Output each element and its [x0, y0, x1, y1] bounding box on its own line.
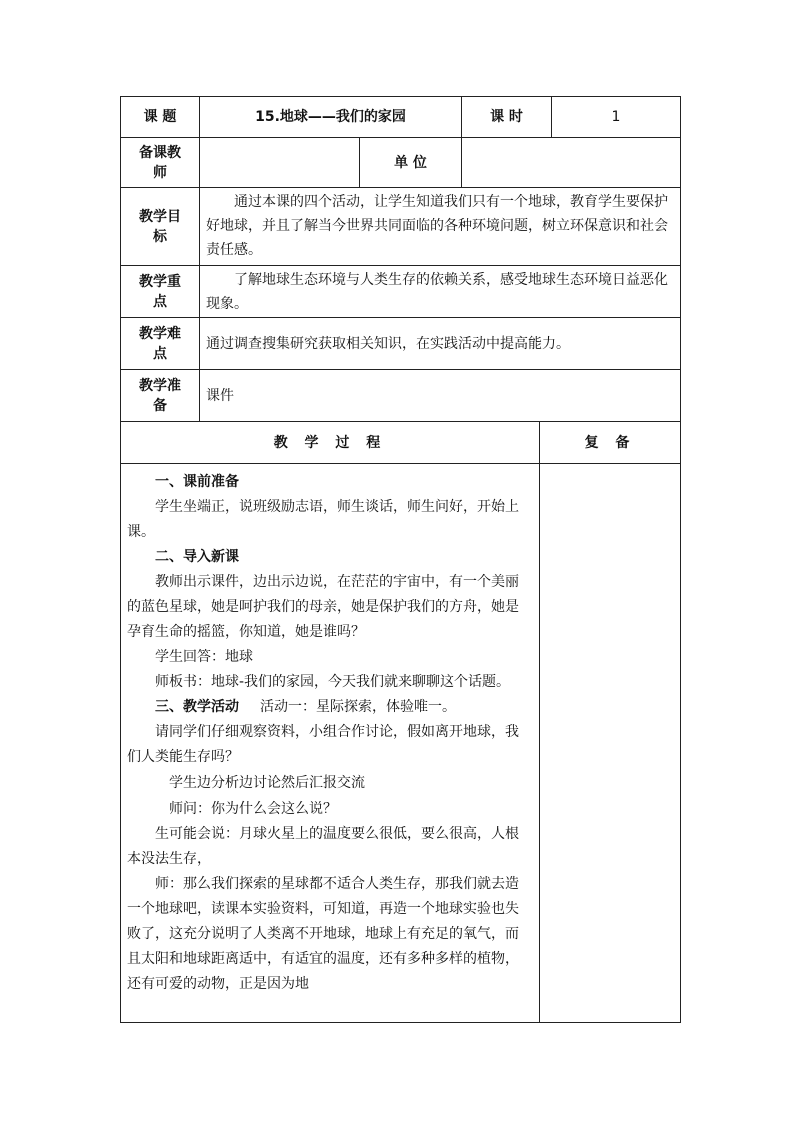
process-heading-3: 三、教学活动	[155, 699, 239, 715]
process-heading-2: 二、导入新课	[155, 549, 239, 565]
unit-label: 单 位	[359, 138, 461, 187]
goal-text: 通过本课的四个活动，让学生知道我们只有一个地球，教育学生要保护好地球，并且了解当今世界共同面临的各种环境问题，树立环保意识和社会责任感。	[199, 188, 680, 265]
process-paragraph: 学生回答：地球	[155, 649, 253, 665]
key-row	[120, 266, 681, 318]
process-header-right: 复 备	[539, 422, 680, 463]
difficulty-text: 通过调查搜集研究获取相关知识，在实践活动中提高能力。	[199, 318, 680, 369]
topic-label: 课 题	[143, 109, 177, 125]
process-paragraph: 师：那么我们探索的星球都不适合人类生存，那我们就去造一个地球吧，读课本实验资料，可知道，再造一个地球实验也失败了，这充分说明了人类离不开地球，地球上有充足的氧气，而且太阳和地球距离适中，有适宜的温度，还有多种多样的植物，还有可爱的动物，正是因为地	[127, 876, 519, 992]
review-notes-column	[539, 464, 680, 1022]
process-body-row	[120, 464, 681, 1023]
prep-row	[120, 370, 681, 422]
topic-row	[120, 96, 681, 138]
process-heading-3-line	[127, 695, 531, 720]
period-value: 1	[551, 97, 680, 137]
key-label: 教学重点	[139, 273, 181, 310]
topic-value: 15.地球——我们的家园	[199, 97, 461, 137]
process-content	[121, 464, 539, 1022]
key-text: 了解地球生态环境与人类生存的依赖关系，感受地球生态环境日益恶化现象。	[199, 266, 680, 317]
teacher-row	[120, 138, 681, 188]
process-header-left: 教 学 过 程	[273, 434, 387, 451]
process-heading-1: 一、课前准备	[155, 474, 239, 490]
process-activity-1: 活动一：星际探索，体验唯一。	[260, 699, 456, 715]
process-paragraph: 师板书：地球-我们的家园，今天我们就来聊聊这个话题。	[155, 674, 511, 690]
process-paragraph: 师问：你为什么会这么说？	[169, 801, 337, 817]
process-paragraph: 请同学们仔细观察资料，小组合作讨论，假如离开地球，我们人类能生存吗？	[127, 724, 519, 765]
lesson-plan-table	[120, 96, 681, 1023]
difficulty-label: 教学难点	[139, 325, 181, 362]
difficulty-row	[120, 318, 681, 370]
teacher-label: 备课教师	[139, 144, 181, 181]
period-label: 课 时	[461, 97, 551, 137]
goal-row	[120, 188, 681, 266]
process-paragraph: 生可能会说：月球火星上的温度要么很低，要么很高，人根本没法生存，	[127, 826, 519, 867]
teacher-value	[199, 138, 359, 187]
process-header-row	[120, 422, 681, 464]
process-paragraph: 学生坐端正，说班级励志语，师生谈话，师生问好，开始上课。	[127, 499, 519, 540]
goal-label: 教学目标	[139, 208, 181, 245]
process-paragraph: 教师出示课件，边出示边说，在茫茫的宇宙中，有一个美丽的蓝色星球，她是呵护我们的母亲，她是保护我们的方舟，她是孕育生命的摇篮，你知道，她是谁吗？	[127, 574, 519, 640]
prep-text: 课件	[199, 370, 680, 421]
process-paragraph: 学生边分析边讨论然后汇报交流	[169, 775, 365, 791]
unit-value	[461, 138, 680, 187]
prep-label: 教学准备	[139, 377, 181, 414]
